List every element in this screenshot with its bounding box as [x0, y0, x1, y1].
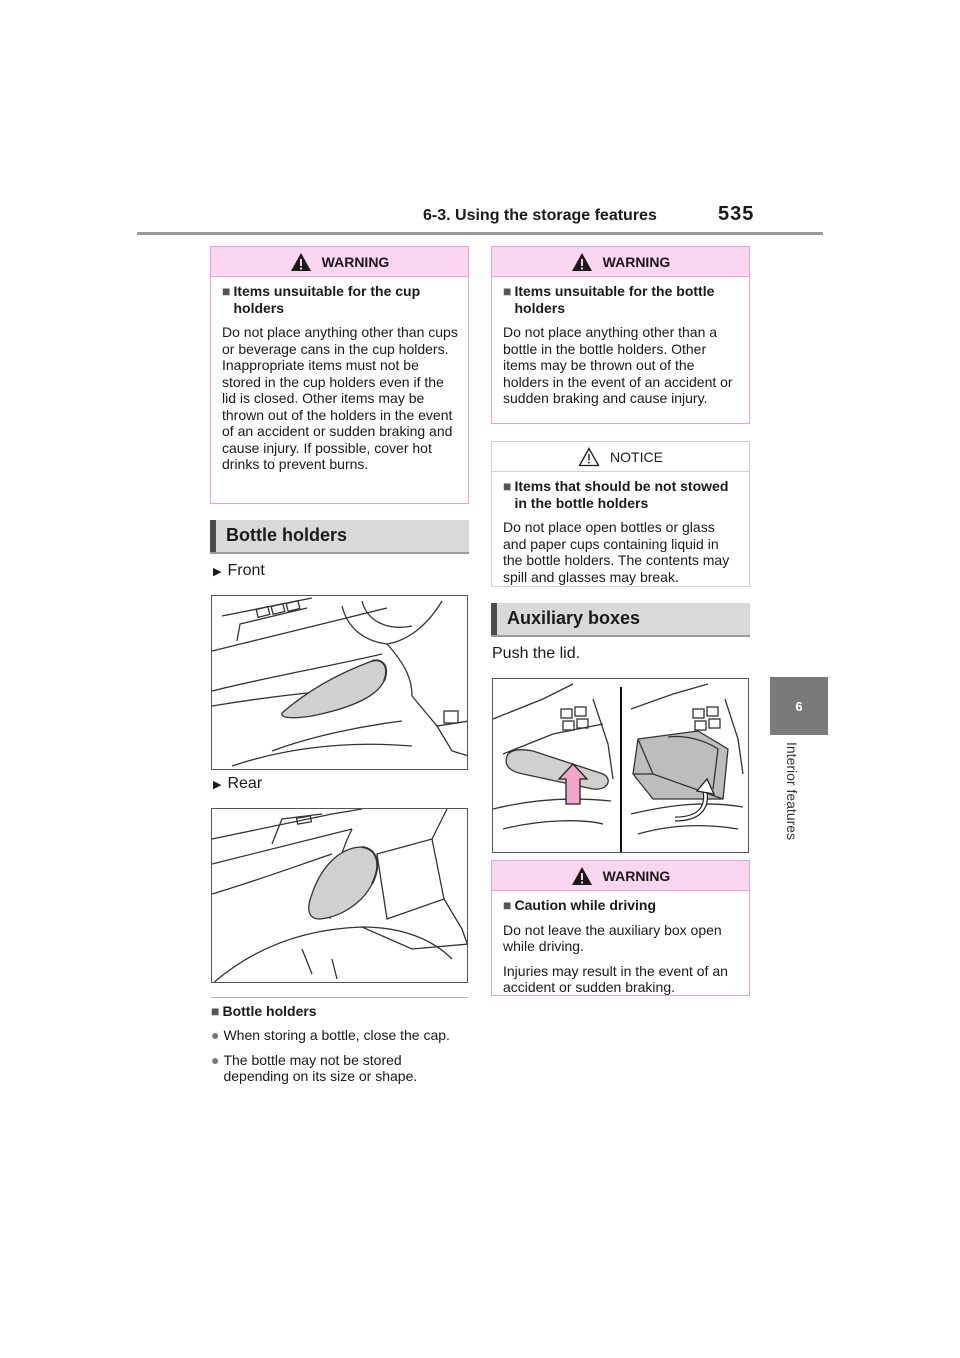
label-front: ▶ Front — [213, 562, 265, 579]
section-heading-bottle-holders: Bottle holders — [210, 520, 469, 552]
warning-header — [492, 861, 749, 891]
auxiliary-box-illustration — [492, 678, 749, 853]
section-heading-rule — [491, 635, 750, 637]
front-bottle-holder-illustration — [211, 595, 468, 770]
square-bullet-icon: ■ — [211, 1003, 220, 1019]
warning-heading: WARNING — [602, 253, 671, 270]
warning-box-auxiliary-box — [491, 860, 750, 996]
triangle-bullet-icon: ▶ — [213, 565, 222, 578]
notice-paragraph: Do not place open bottles or glass and paper cups containing liquid in the bottle holders. The contents may spill and glasses may break. — [503, 519, 730, 585]
rear-bottle-holder-illustration — [211, 808, 468, 983]
sub-heading: ■ Caution while driving — [503, 897, 657, 913]
warning-triangle-icon — [571, 252, 593, 272]
section-heading-rule — [210, 552, 469, 554]
circle-bullet-icon: ● — [211, 1051, 220, 1068]
list-item: ● When storing a bottle, close the cap. — [211, 1027, 450, 1043]
list-item: ● The bottle may not be stored depending on its size or shape. — [211, 1051, 418, 1084]
square-bullet-icon: ■ — [503, 478, 512, 494]
warning-paragraph: Do not leave the auxiliary box open while driving. — [503, 921, 722, 954]
warning-box-cup-holders — [210, 246, 469, 504]
warning-paragraph: Do not place anything other than cups or beverage cans in the cup holders. Inappropriate items must not be stored in the cup holders even if the lid is closed. Other items may be thrown out of the holders in the event of an accident or sudden braking and cause injury. If possible, cover hot drinks to prevent burns. — [222, 324, 458, 472]
chapter-number: 6 — [795, 698, 803, 714]
notice-heading: NOTICE — [610, 448, 663, 465]
section-title: 6-3. Using the storage features — [423, 207, 657, 224]
warning-header — [492, 247, 749, 277]
header-rule — [137, 232, 823, 235]
notice-box-bottle-holders — [491, 441, 750, 587]
warning-heading: WARNING — [321, 253, 390, 270]
sub-heading: ■ Items that should be not stowed in the bottle holders — [503, 478, 729, 511]
warning-paragraph: Injuries may result in the event of an accident or sudden braking. — [503, 962, 728, 995]
square-bullet-icon: ■ — [503, 283, 512, 299]
note-heading: ■ Bottle holders — [211, 1003, 317, 1019]
sub-heading: ■ Items unsuitable for the bottle holders — [503, 283, 715, 316]
note-divider — [211, 997, 468, 998]
warning-header — [211, 247, 468, 277]
page-number: 535 — [718, 203, 755, 225]
circle-bullet-icon: ● — [211, 1027, 220, 1043]
section-heading-auxiliary-boxes: Auxiliary boxes — [491, 603, 750, 635]
warning-heading: WARNING — [602, 867, 671, 884]
chapter-title: Interior features — [784, 742, 800, 841]
instruction-text: Push the lid. — [492, 645, 581, 662]
notice-triangle-icon — [578, 447, 600, 467]
sub-heading: ■ Items unsuitable for the cup holders — [222, 283, 421, 316]
square-bullet-icon: ■ — [503, 897, 512, 913]
warning-triangle-icon — [290, 252, 312, 272]
warning-triangle-icon — [571, 866, 593, 886]
chapter-tab[interactable] — [770, 677, 828, 735]
warning-box-bottle-holders — [491, 246, 750, 424]
warning-paragraph: Do not place anything other than a bottle in the bottle holders. Other items may be thrown out of the holders in the event of an accident or sudden braking and cause injury. — [503, 324, 733, 406]
triangle-bullet-icon: ▶ — [213, 778, 222, 791]
notice-header — [492, 442, 749, 472]
label-rear: ▶ Rear — [213, 775, 263, 792]
square-bullet-icon: ■ — [222, 283, 231, 299]
